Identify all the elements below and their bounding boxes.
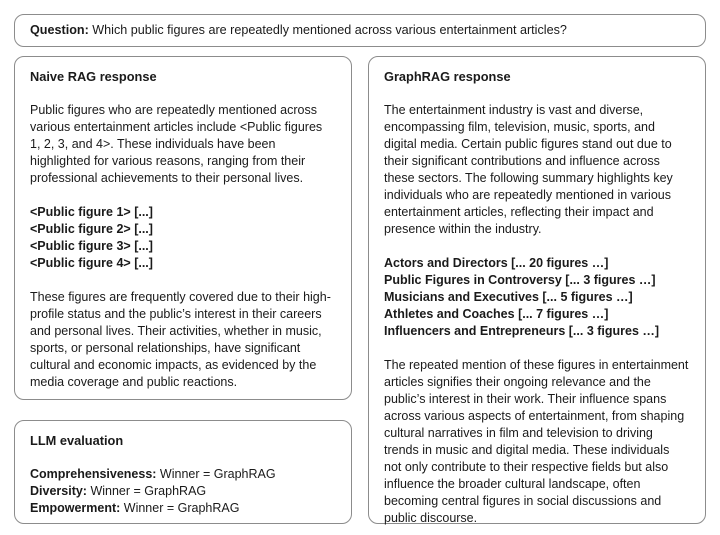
naive-rag-title: Naive RAG response [30,69,157,84]
llm-evaluation-title: LLM evaluation [30,433,124,448]
metric-label: Empowerment: [30,501,121,515]
question-panel [14,14,706,47]
response-columns [14,56,706,524]
list-item: <Public figure 1> [...] [30,205,153,219]
list-item: Athletes and Coaches [... 7 figures …] [384,307,609,321]
list-item: <Public figure 3> [...] [30,239,153,253]
list-item [30,500,336,517]
llm-evaluation-panel [14,420,352,524]
list-item [30,466,336,483]
graphrag-panel [368,56,706,524]
list-item: Musicians and Executives [... 5 figures …] [384,290,633,304]
metric-value: Winner = GraphRAG [86,484,207,498]
list-item: Actors and Directors [... 20 figures …] [384,256,609,270]
list-item: Public Figures in Controversy [... 3 figures …] [384,273,656,287]
graphrag-category-list [384,255,690,340]
metric-label: Comprehensiveness: [30,467,157,481]
graphrag-title: GraphRAG response [384,69,511,84]
llm-evaluation-list [30,466,336,517]
naive-rag-figure-list [30,204,336,272]
metric-value: Winner = GraphRAG [156,467,276,481]
list-item [30,483,336,500]
graphrag-intro: The entertainment industry is vast and diverse, encompassing film, television, music, sports, and digital media. Certain public figures stand out due to their significant contributions and influence across these sectors. The following summary highlights key individuals who are repeatedly mentioned in various entertainment articles, reflecting their impact and presence within the industry. [384,103,673,236]
metric-label: Diversity: [30,484,87,498]
naive-rag-panel [14,56,352,400]
list-item: <Public figure 4> [...] [30,256,153,270]
metric-value: Winner = GraphRAG [120,501,240,515]
list-item: <Public figure 2> [...] [30,222,153,236]
graphrag-closing: The repeated mention of these figures in entertainment articles signifies their ongoing relevance and the public’s interest in their work. Their influence spans across various aspects of entertainment, from shaping cultural narratives in film and television to driving trends in music and digital media. These individuals not only contribute to their respective fields but also influence the broader cultural landscape, often becoming central figures in social discussions and public discourse. [384,358,689,525]
question-label: Question: [30,23,89,37]
question-body: Which public figures are repeatedly mentioned across various entertainment articles? [92,23,567,37]
naive-rag-closing: These figures are frequently covered due to their high-profile status and the public’s interest in their careers and personal lives. Their activities, whether in music, sports, or personal relationships, have significant cultural and economic impacts, as evidenced by the media coverage and public reactions. [30,290,331,389]
naive-rag-intro: Public figures who are repeatedly mentioned across various entertainment articles include <Public figures 1, 2, 3, and 4>. These individuals have been highlighted for various reasons, ranging from their professional achievements to their personal lives. [30,103,323,185]
list-item: Influencers and Entrepreneurs [... 3 figures …] [384,324,660,338]
question-text [30,23,567,38]
left-column [14,56,352,524]
right-column [368,56,706,524]
